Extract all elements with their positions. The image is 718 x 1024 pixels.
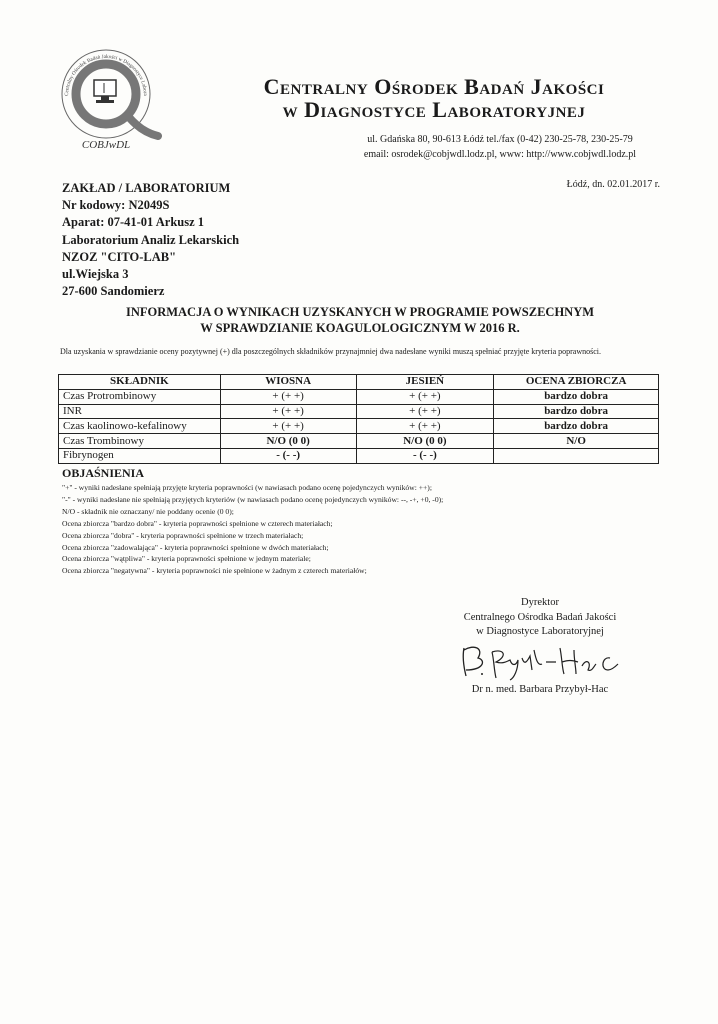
signatory-block	[440, 596, 640, 640]
document-date: Łódź, dn. 02.01.2017 r.	[566, 179, 660, 190]
signatory-org-line2: w Diagnostyce Laboratoryjnej	[476, 626, 604, 637]
explanation-item: Ocena zbiorcza "negatywna" - kryteria poprawności nie spełnione w żadnym z czterech materiałów;	[62, 566, 367, 576]
cobjwdl-logo	[46, 36, 166, 156]
addressee-line: Aparat: 07-41-01 Arkusz 1	[62, 215, 205, 230]
cell-overall: bardzo dobra	[494, 404, 659, 419]
addressee-line: ul.Wiejska 3	[62, 267, 129, 282]
org-address: ul. Gdańska 80, 90-613 Łódź tel./fax (0-42) 230-25-78, 230-25-79	[367, 134, 633, 145]
title-line1: INFORMACJA O WYNIKACH UZYSKANYCH W PROGRAMIE POWSZECHNYM	[125, 305, 595, 319]
intro-text: Dla uzyskania w sprawdzianie oceny pozytywnej (+) dla poszczególnych składników przynajmniej dwa nadesłane wyniki muszą spełniać przyjęte kryteria poprawności.	[60, 347, 601, 356]
addressee-block	[62, 180, 239, 300]
table-row	[59, 404, 659, 419]
cell-component: INR	[59, 404, 221, 419]
cell-component: Fibrynogen	[59, 448, 221, 463]
cell-autumn: N/O (0 0)	[356, 434, 494, 449]
cell-component: Czas kaolinowo-kefalinowy	[59, 419, 221, 434]
header-overall: OCENA ZBIORCZA	[494, 375, 659, 390]
logo-caption: COBJwDL	[81, 139, 131, 151]
cell-overall	[494, 448, 659, 463]
table-row	[59, 419, 659, 434]
cell-spring: + (+ +)	[220, 419, 356, 434]
signatory-org-line1: Centralnego Ośrodka Badań Jakości	[463, 611, 617, 623]
results-table	[58, 374, 659, 464]
header-component: SKŁADNIK	[59, 375, 221, 390]
cell-autumn: + (+ +)	[356, 419, 494, 434]
document-title	[60, 304, 660, 336]
header-autumn: JESIEŃ	[356, 375, 494, 390]
explanation-item: N/O - składnik nie oznaczany/ nie poddany ocenie (0 0);	[62, 506, 234, 516]
cell-overall: N/O	[494, 434, 659, 449]
table-header-row	[59, 375, 659, 390]
table-row	[59, 389, 659, 404]
cell-spring: N/O (0 0)	[220, 434, 356, 449]
org-name-line1: Centralny Ośrodek Badań Jakości	[263, 74, 605, 99]
explanation-item: Ocena zbiorcza "zadowalająca" - kryteria poprawności spełnione w dwóch materiałach;	[62, 542, 329, 552]
explanations-list	[62, 482, 662, 577]
addressee-line: NZOZ "CITO-LAB"	[62, 249, 177, 264]
cell-spring: + (+ +)	[220, 404, 356, 419]
explanation-item: "+" - wyniki nadesłane spełniają przyjęte kryteria poprawności (w nawiasach podano ocenę pojedynczych wyników: ++);	[62, 483, 432, 492]
explanation-item: "-" - wyniki nadesłane nie spełniają przyjętych kryteriów (w nawiasach podano ocenę pojedynczych wyników: --, -+, +0, -0);	[62, 494, 444, 504]
cell-spring: + (+ +)	[220, 389, 356, 404]
addressee-line: ZAKŁAD / LABORATORIUM	[62, 181, 231, 195]
explanation-item: Ocena zbiorcza "bardzo dobra" - kryteria poprawności spełnione w czterech materiałach;	[62, 518, 333, 528]
cell-spring: - (- -)	[220, 448, 356, 463]
cell-autumn: + (+ +)	[356, 404, 494, 419]
table-row	[59, 434, 659, 449]
explanation-item: Ocena zbiorcza "wątpliwa" - kryteria poprawności spełnione w jednym materiale;	[62, 554, 311, 564]
cell-component: Czas Trombinowy	[59, 434, 221, 449]
explanations-title: OBJAŚNIENIA	[62, 466, 145, 480]
org-name-line2: w Diagnostyce Laboratoryjnej	[282, 97, 586, 122]
cell-autumn: - (- -)	[356, 448, 494, 463]
cell-overall: bardzo dobra	[494, 419, 659, 434]
cell-overall: bardzo dobra	[494, 389, 659, 404]
org-contact: email: osrodek@cobjwdl.lodz.pl, www: http://www.cobjwdl.lodz.pl	[363, 149, 637, 160]
table-row	[59, 448, 659, 463]
cell-component: Czas Protrombinowy	[59, 389, 221, 404]
addressee-line: Nr kodowy: N2049S	[62, 198, 170, 213]
signatory-name: Dr n. med. Barbara Przybył-Hac	[471, 684, 609, 695]
handwritten-signature	[452, 640, 632, 682]
logo-ring-text: Centralny Ośrodek Badań Jakości w Diagnostyce Labora	[63, 53, 149, 97]
addressee-line: 27-600 Sandomierz	[62, 284, 165, 299]
explanation-item: Ocena zbiorcza "dobra" - kryteria poprawności spełnione w trzech materiałach;	[62, 530, 304, 540]
title-line2: W SPRAWDZIANIE KOAGULOLOGICZNYM W 2016 R.	[200, 321, 520, 335]
cell-autumn: + (+ +)	[356, 389, 494, 404]
header-spring: WIOSNA	[220, 375, 356, 390]
addressee-line: Laboratorium Analiz Lekarskich	[62, 232, 240, 247]
signatory-role: Dyrektor	[521, 597, 559, 608]
